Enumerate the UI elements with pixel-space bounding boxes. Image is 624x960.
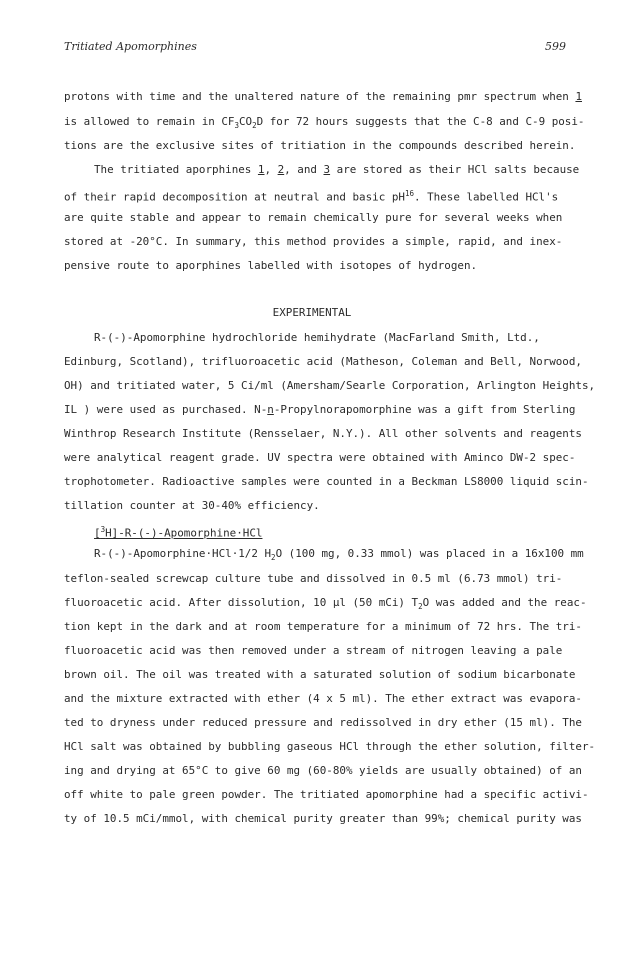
para4-line5: fluoroacetic acid was then removed under a stream of nitrogen leaving a pale	[64, 644, 563, 657]
para4-line11: off white to pale green powder. The tritiated apomorphine had a specific activi-	[64, 788, 589, 801]
para4-line7: and the mixture extracted with ether (4 x 5 ml). The ether extract was evapora-	[64, 692, 582, 705]
para2-line1: The tritiated aporphines 1, 2, and 3 are stored as their HCl salts because	[94, 163, 580, 176]
para3-line8: tillation counter at 30-40% efficiency.	[64, 499, 320, 512]
subheading: [$^3$H]-R-(-)-Apomorphine·HCl	[94, 525, 263, 540]
para4-line8: ted to dryness under reduced pressure and redissolved in dry ether (15 ml). The	[64, 716, 582, 729]
para2-line5: pensive route to aporphines labelled with isotopes of hydrogen.	[64, 259, 478, 272]
para3-line3: OH) and tritiated water, 5 Ci/ml (Amersham/Searle Corporation, Arlington Heights,	[64, 379, 596, 392]
para4-line1: R-(-)-Apomorphine·HCl·1/2 $H_2O$ (100 mg, 0.33 mmol) was placed in a 16x100 mm	[94, 547, 584, 563]
para3-line5: Winthrop Research Institute (Rensselaer, N.Y.). All other solvents and reagents	[64, 427, 582, 440]
running-title: Tritiated Apomorphines	[64, 40, 197, 53]
para2-line2: of their rapid decomposition at neutral and basic $pH^{16}$. These labelled HCl's	[64, 189, 559, 204]
para4-line3: fluoroacetic acid. After dissolution, 10 µl (50 mCi) $T_2O$ was added and the reac-	[64, 596, 587, 612]
page-number: 599	[545, 40, 566, 53]
para4-line10: ing and drying at 65°C to give 60 mg (60-80% yields are usually obtained) of an	[64, 764, 582, 777]
para3-line4: IL ) were used as purchased. N-n-Propylnorapomorphine was a gift from Sterling	[64, 403, 576, 416]
section-title: EXPERIMENTAL	[272, 306, 352, 319]
para1-line1: protons with time and the unaltered nature of the remaining pmr spectrum when 1	[64, 90, 582, 103]
para3-line6: were analytical reagent grade. UV spectra were obtained with Aminco DW-2 spec-	[64, 451, 576, 464]
para3-line2: Edinburg, Scotland), trifluoroacetic acid (Matheson, Coleman and Bell, Norwood,	[64, 355, 582, 368]
para3-line1: R-(-)-Apomorphine hydrochloride hemihydrate (MacFarland Smith, Ltd.,	[94, 331, 540, 344]
para4-line4: tion kept in the dark and at room temperature for a minimum of 72 hrs. The tri-	[64, 620, 582, 633]
para4-line2: teflon-sealed screwcap culture tube and dissolved in 0.5 ml (6.73 mmol) tri-	[64, 572, 563, 585]
para2-line4: stored at -20°C. In summary, this method provides a simple, rapid, and inex-	[64, 235, 563, 248]
para2-line3: are quite stable and appear to remain chemically pure for several weeks when	[64, 211, 563, 224]
para3-line7: trophotometer. Radioactive samples were counted in a Beckman LS8000 liquid scin-	[64, 475, 589, 488]
para4-line9: HCl salt was obtained by bubbling gaseous HCl through the ether solution, filter-	[64, 740, 596, 753]
para4-line6: brown oil. The oil was treated with a saturated solution of sodium bicarbonate	[64, 668, 576, 681]
para1-line3: tions are the exclusive sites of tritiation in the compounds described herein.	[64, 139, 576, 152]
para1-line2: is allowed to remain in $CF_3CO_2D$ for 72 hours suggests that the C-8 and C-9 posi-	[64, 115, 585, 131]
para4-line12: ty of 10.5 mCi/mmol, with chemical purity greater than 99%; chemical purity was	[64, 812, 582, 825]
